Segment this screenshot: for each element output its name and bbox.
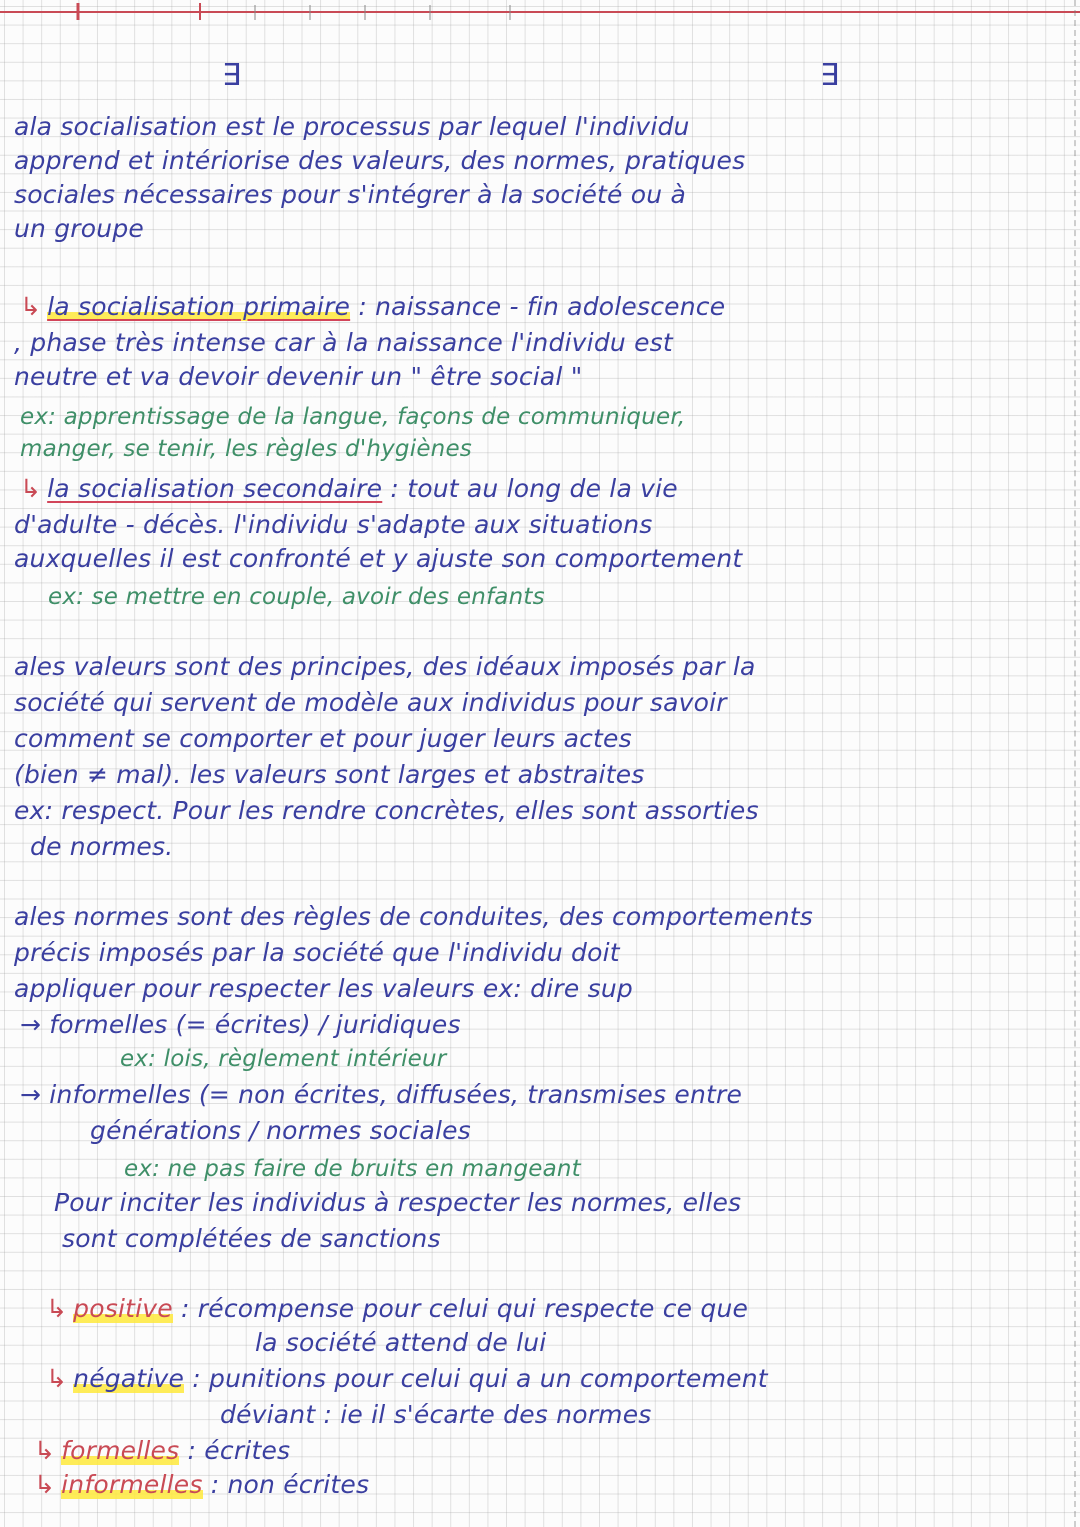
- valeurs-line-5: ex: respect. Pour les rendre concrètes, elles sont assorties: [14, 796, 759, 825]
- primaire-example-1: ex: apprentissage de la langue, façons de communiquer,: [20, 404, 686, 430]
- def-line-3: sociales nécessaires pour s'intégrer à la société ou à: [14, 180, 686, 209]
- exists-mark-2: ∃: [820, 58, 839, 93]
- def-line-2: apprend et intériorise des valeurs, des normes, pratiques: [14, 146, 746, 175]
- arrow-icon: ↳: [46, 1364, 68, 1393]
- def-line-4: un groupe: [14, 214, 144, 243]
- arrow-icon: ↳: [46, 1294, 68, 1323]
- normes-informelles-example: ex: ne pas faire de bruits en mangeant: [124, 1156, 581, 1182]
- term-primaire: la socialisation primaire: [47, 292, 351, 321]
- arrow-icon: ↳: [20, 292, 42, 321]
- negative-text: : punitions pour celui qui a un comportement: [192, 1364, 768, 1393]
- primaire-example-2: manger, se tenir, les règles d'hygiènes: [20, 436, 472, 462]
- normes-informelles-2: générations / normes sociales: [90, 1116, 471, 1145]
- arrow-icon: ↳: [34, 1470, 56, 1499]
- secondaire-line-1: d'adulte - décès. l'individu s'adapte aux situations: [14, 510, 653, 539]
- sanctions-intro-2: sont complétées de sanctions: [62, 1224, 441, 1253]
- term-formelles: formelles: [61, 1436, 180, 1465]
- formelles-text: : écrites: [187, 1436, 291, 1465]
- ruler-marks: [0, 0, 1080, 22]
- sanction-formelles: [34, 1434, 290, 1468]
- primaire-line-2: neutre et va devoir devenir un " être social ": [14, 362, 583, 391]
- valeurs-line-4: (bien ≠ mal). les valeurs sont larges et abstraites: [14, 760, 645, 789]
- term-informelles: informelles: [61, 1470, 203, 1499]
- normes-line-1: ales normes sont des règles de conduites, des comportements: [14, 902, 813, 931]
- primaire-line-1: , phase très intense car à la naissance l'individu est: [14, 328, 673, 357]
- sanctions-intro-1: Pour inciter les individus à respecter les normes, elles: [54, 1188, 742, 1217]
- def-line-1: ala socialisation est le processus par lequel l'individu: [14, 112, 690, 141]
- normes-line-3: appliquer pour respecter les valeurs ex: dire sup: [14, 974, 633, 1003]
- secondaire-line-2: auxquelles il est confronté et y ajuste son comportement: [14, 544, 743, 573]
- arrow-icon: ↳: [20, 474, 42, 503]
- normes-line-2: précis imposés par la société que l'individu doit: [14, 938, 620, 967]
- secondaire-example-1: ex: se mettre en couple, avoir des enfants: [48, 584, 545, 610]
- valeurs-line-6: de normes.: [30, 832, 174, 861]
- valeurs-line-1: ales valeurs sont des principes, des idéaux imposés par la: [14, 652, 756, 681]
- secondaire-heading: [20, 472, 678, 506]
- normes-formelles: → formelles (= écrites) / juridiques: [20, 1010, 461, 1039]
- secondaire-period: : tout au long de la vie: [390, 474, 678, 503]
- term-secondaire: la socialisation secondaire: [47, 474, 383, 503]
- sanction-positive: [46, 1292, 748, 1326]
- sanction-negative-cont: déviant : ie il s'écarte des normes: [220, 1400, 652, 1429]
- normes-formelles-example: ex: lois, règlement intérieur: [120, 1046, 447, 1072]
- primaire-period: : naissance - fin adolescence: [358, 292, 726, 321]
- arrow-icon: ↳: [34, 1436, 56, 1465]
- sanction-informelles: [34, 1468, 369, 1502]
- primaire-heading: [20, 290, 725, 324]
- sanction-negative: [46, 1362, 768, 1396]
- positive-text: : récompense pour celui qui respecte ce que: [180, 1294, 749, 1323]
- exists-mark-1: ∃: [222, 58, 241, 93]
- valeurs-line-2: société qui servent de modèle aux individus pour savoir: [14, 688, 727, 717]
- sanction-positive-cont: la société attend de lui: [255, 1328, 547, 1357]
- valeurs-line-3: comment se comporter et pour juger leurs actes: [14, 724, 632, 753]
- normes-informelles-1: → informelles (= non écrites, diffusées, transmises entre: [20, 1080, 743, 1109]
- informelles-text: : non écrites: [210, 1470, 370, 1499]
- term-positive: positive: [73, 1294, 173, 1323]
- margin-perforation: [1070, 0, 1076, 1527]
- term-negative: négative: [73, 1364, 185, 1393]
